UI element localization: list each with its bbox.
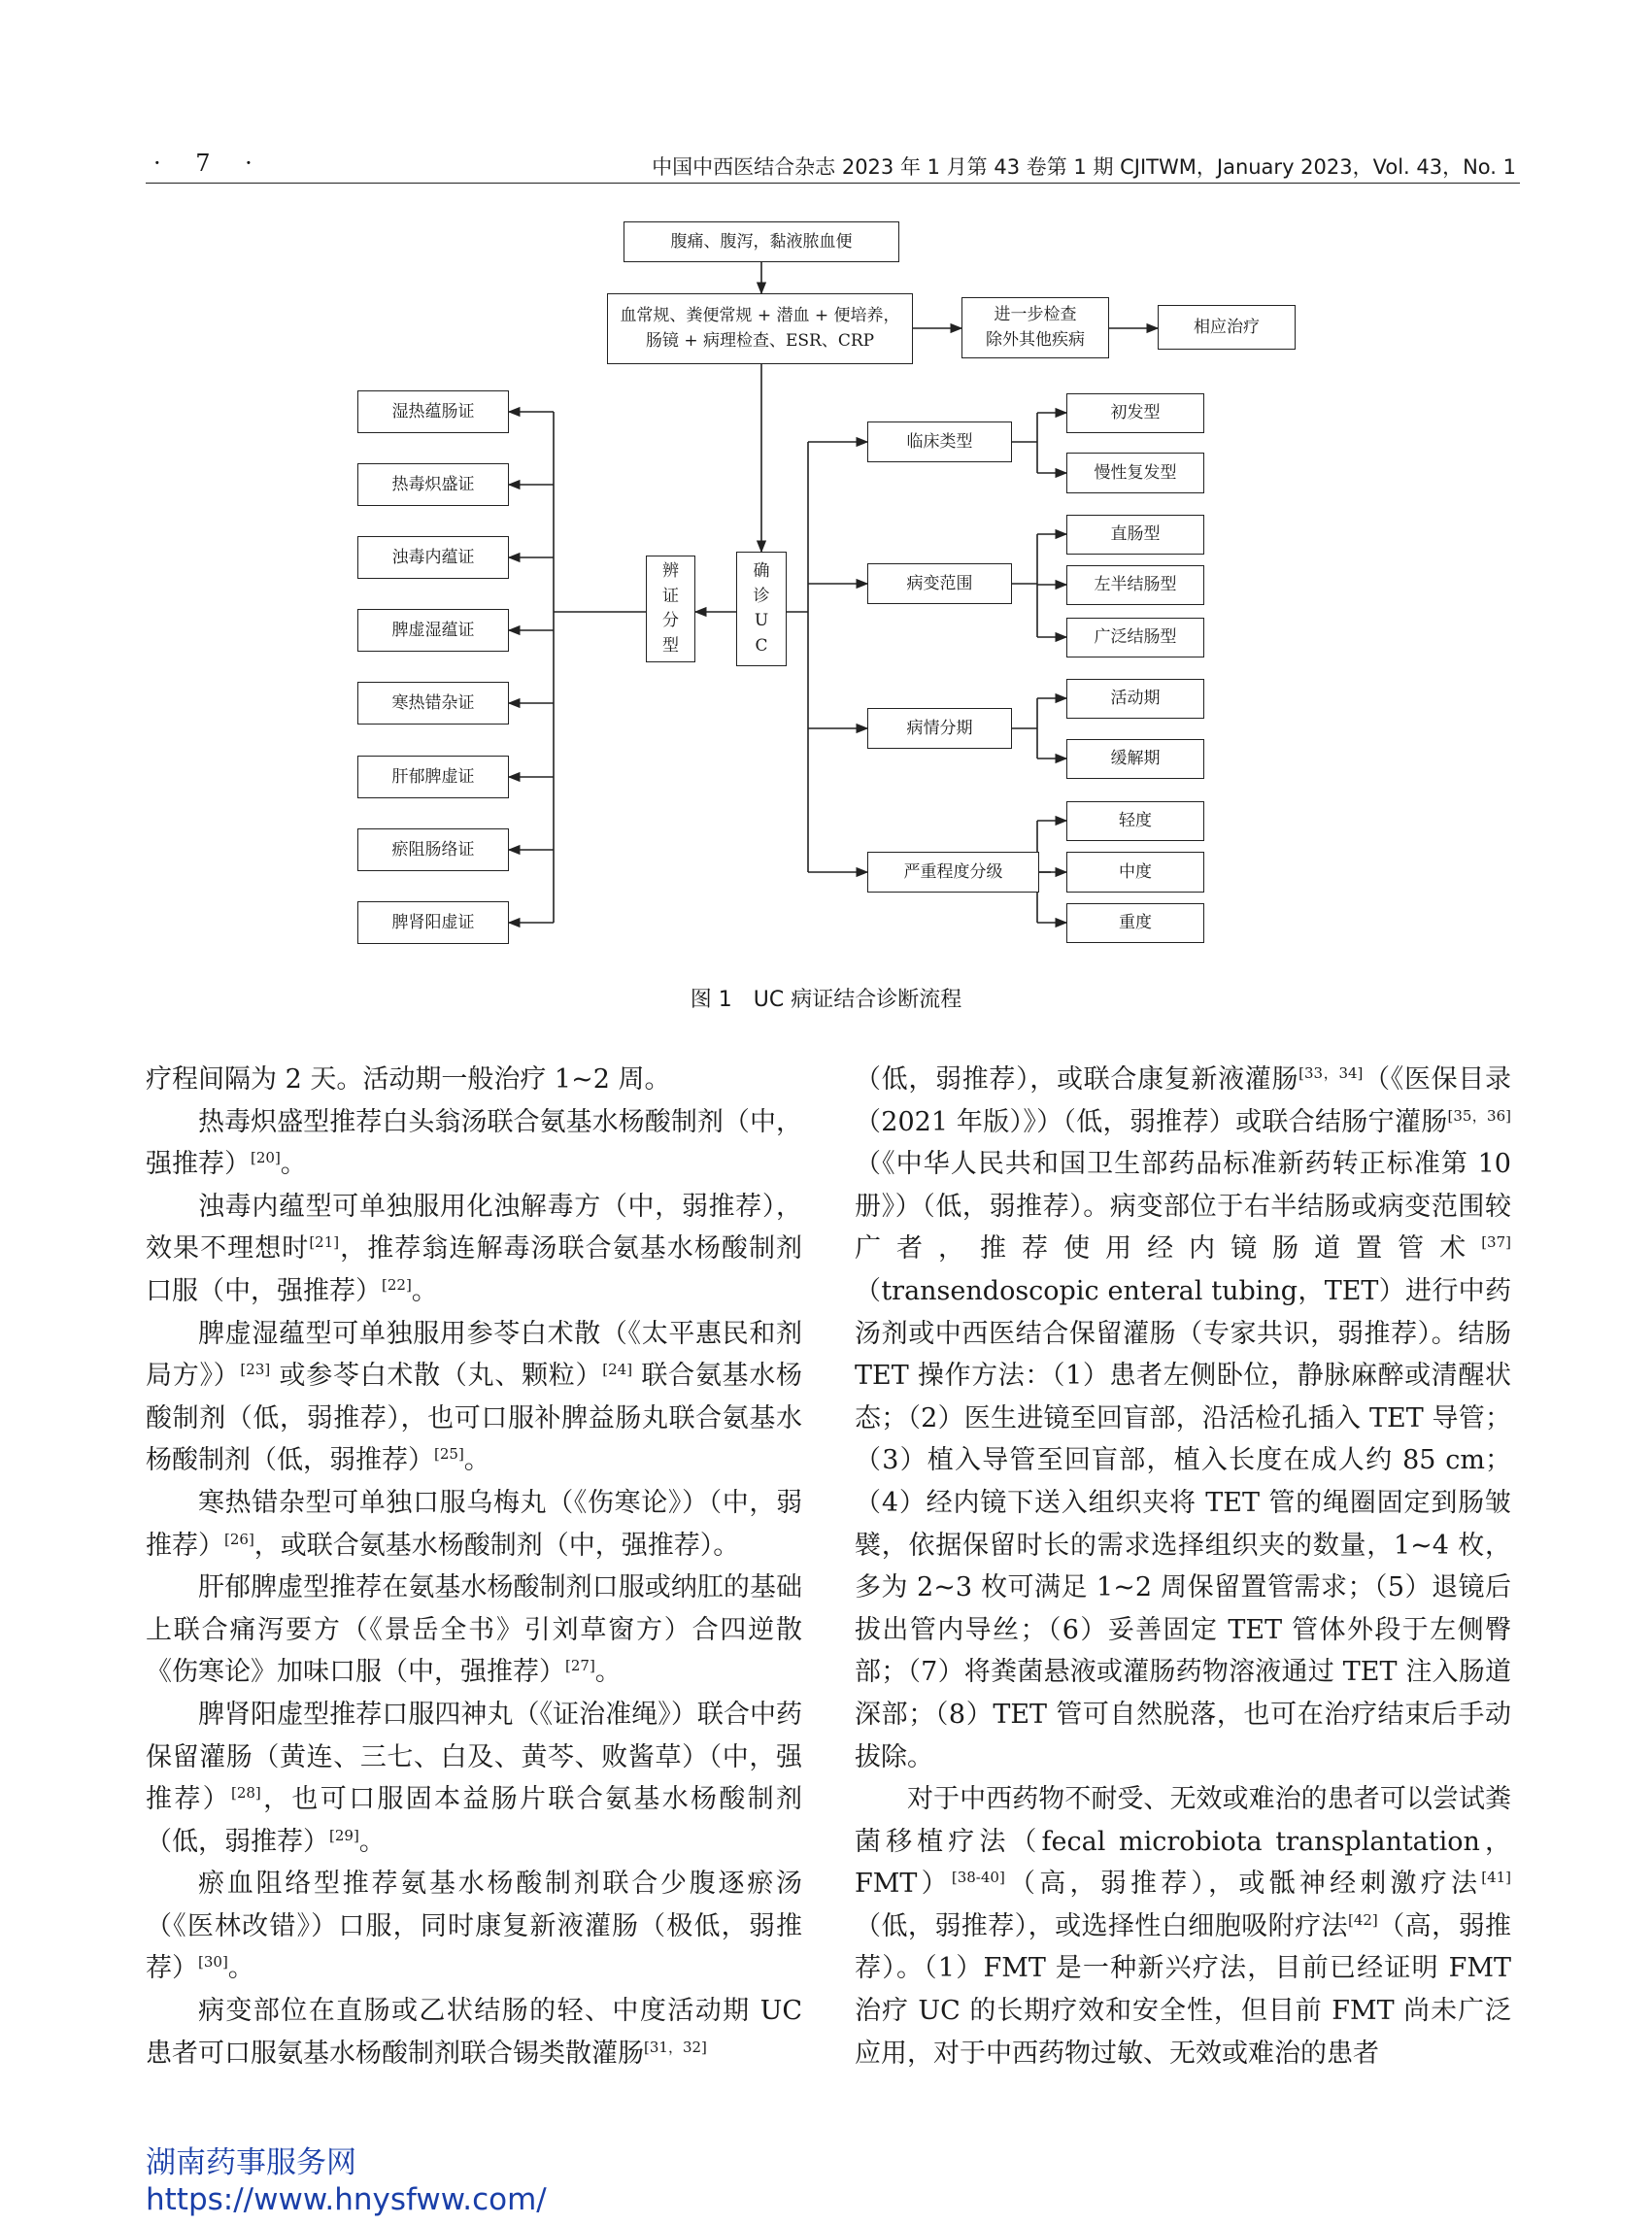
paragraph-text: 瘀血阻络型推荐氨基水杨酸制剂联合少腹逐瘀汤（《医林改错》）口服，同时康复新液灌肠（极低，弱推荐） — [146, 1869, 802, 1984]
diagnose-char: C — [755, 635, 768, 656]
paragraph-text: 肝郁脾虚型推荐在氨基水杨酸制剂口服或纳肛的基础上联合痛泻要方（《景岳全书》引刘草窗方）合四逆散《伤寒论》加味口服（中，强推荐） — [146, 1572, 802, 1688]
paragraph-text: （transendoscopic enteral tubing，TET）进行中药汤剂或中西医结合保留灌肠（专家共识，弱推荐）。结肠 TET 操作方法：（1）患者左侧卧位，静脉麻醉或清醒状态；（2）医生进镜至回盲部，沿活检孔插入 TET 导管；（3）植入导管至回盲部，植入长度在成人约 85 cm；（4）经内镜下送入组织夹将 TET 管的绳圈固定到肠皱襞，依据保留时长的需求选择组织夹的数量，1~4 枚，多为 2~3 枚可满足 1~2 周保留置管需求；（5）退镜后拔出管内导丝；（6）妥善固定 TET 管体外段于左侧臀部；（7）将粪菌悬液或灌肠药物溶液通过 TET 注入肠道深部；（8）TET 管可自然脱落，也可在治疗结束后手动拔除。 — [855, 1275, 1511, 1772]
subtype-box: 缓解期 — [1066, 739, 1204, 779]
citation-ref: [35，36] — [1447, 1106, 1511, 1125]
further-box-line2: 除外其他疾病 — [986, 329, 1085, 350]
paragraph-text: ，推荐翁连解毒汤联合氨基水杨酸制剂口服（中，强推荐） — [146, 1233, 803, 1306]
figure-caption: 图 1 UC 病证结合诊断流程 — [690, 988, 962, 1012]
journal-running-title: 中国中西医结合杂志 2023 年 1 月第 43 卷第 1 期 CJITWM，January 2023，Vol. 43，No. 1 — [652, 155, 1516, 179]
tests-box-line2: 肠镜 + 病理检查、ESR、CRP — [645, 330, 875, 351]
syndrome-box: 肝郁脾虚证 — [357, 756, 509, 798]
paragraph-text: 。 — [411, 1275, 438, 1306]
body-paragraph — [146, 1482, 802, 1567]
differentiation-char: 辨 — [662, 561, 679, 581]
paragraph-text: 脾肾阳虚型推荐口服四神丸（《证治准绳》）联合中药保留灌肠（黄连、三七、白及、黄芩、败酱草）（中，强推荐） — [146, 1699, 802, 1815]
diagnose-uc-box — [736, 552, 787, 666]
tests-box-line1: 血常规、粪便常规 + 潜血 + 便培养， — [620, 306, 900, 325]
page-number: · 7 · — [153, 150, 266, 177]
syndrome-box: 湿热蕴肠证 — [357, 390, 509, 433]
subtype-box: 广泛结肠型 — [1066, 618, 1204, 657]
further-exam-box — [961, 297, 1109, 358]
syndrome-box: 脾虚湿蕴证 — [357, 609, 509, 652]
watermark-url[interactable]: https://www.hnysfww.com/ — [146, 2182, 547, 2217]
paragraph-text: （低，弱推荐），或选择性白细胞吸附疗法 — [855, 1910, 1348, 1941]
syndrome-box: 脾肾阳虚证 — [357, 901, 509, 944]
citation-ref: [30] — [198, 1953, 228, 1972]
subtype-box: 活动期 — [1066, 679, 1204, 719]
body-paragraph — [146, 1186, 802, 1313]
category-box: 临床类型 — [867, 421, 1012, 462]
paragraph-text: ，或联合氨基水杨酸制剂（中，强推荐）。 — [253, 1530, 740, 1561]
paragraph-text: 疗程间隔为 2 天。活动期一般治疗 1~2 周。 — [146, 1064, 671, 1095]
subtype-box: 慢性复发型 — [1066, 453, 1204, 493]
subtype-box: 中度 — [1066, 852, 1204, 893]
further-box-line1: 进一步检查 — [994, 305, 1077, 324]
paragraph-text: 寒热错杂型可单独口服乌梅丸（《伤寒论》）（中，弱推荐） — [146, 1487, 802, 1561]
diagnosis-flowchart — [0, 0, 1652, 971]
subtype-box: 重度 — [1066, 903, 1204, 943]
citation-ref: [41] — [1481, 1869, 1512, 1887]
paragraph-text: ，也可口服固本益肠片联合氨基水杨酸制剂（低，弱推荐） — [146, 1784, 803, 1857]
differentiation-char: 型 — [662, 635, 679, 656]
body-paragraph — [146, 1694, 802, 1863]
citation-ref: [29] — [329, 1826, 359, 1844]
differentiation-box — [646, 556, 695, 662]
paragraph-text: （高，弱推荐），或骶神经刺激疗法 — [1004, 1869, 1482, 1900]
body-paragraph — [146, 1863, 802, 1990]
diagnose-char: 确 — [753, 561, 770, 581]
flowchart-connectors — [0, 0, 1652, 971]
paragraph-text: 。 — [358, 1826, 386, 1857]
citation-ref: [42] — [1347, 1910, 1378, 1929]
paragraph-text: 。 — [227, 1953, 254, 1984]
symptom-box: 腹痛、腹泻，黏液脓血便 — [624, 221, 899, 262]
subtype-box: 直肠型 — [1066, 515, 1204, 555]
body-paragraph — [855, 1059, 1511, 1778]
differentiation-char: 证 — [662, 586, 679, 606]
citation-ref: [31，32] — [644, 2038, 707, 2056]
body-paragraph — [146, 1313, 802, 1482]
body-text-right-column — [855, 1059, 1511, 2074]
body-paragraph — [146, 1059, 802, 1101]
citation-ref: [27] — [565, 1657, 595, 1675]
category-box: 病变范围 — [867, 563, 1012, 604]
watermark-site-name: 湖南药事服务网 — [146, 2145, 356, 2180]
paragraph-text: 。 — [280, 1149, 307, 1180]
paragraph-text: 或参苓白术散（丸、颗粒） — [270, 1361, 603, 1392]
paragraph-text: （高，弱推荐）。（1）FMT 是一种新兴疗法，目前已经证明 FMT 治疗 UC 的长期疗效和安全性，但目前 FMT 尚未广泛应用，对于中西药物过敏、无效或难治的患者 — [855, 1910, 1512, 2069]
paragraph-text: 联合氨基水杨酸制剂（低，弱推荐），也可口服补脾益肠丸联合氨基水杨酸制剂（低，弱推荐） — [146, 1361, 803, 1476]
body-paragraph — [146, 1567, 802, 1694]
citation-ref: [28] — [230, 1784, 261, 1803]
body-paragraph — [855, 1778, 1511, 2074]
citation-ref: [22] — [382, 1275, 412, 1294]
paragraph-text: 脾虚湿蕴型可单独服用参苓白术散（《太平惠民和剂局方》） — [146, 1318, 802, 1392]
differentiation-char: 分 — [662, 611, 679, 630]
tests-box — [607, 293, 913, 364]
citation-ref: [24] — [602, 1361, 633, 1379]
citation-ref: [38-40] — [951, 1869, 1005, 1887]
paragraph-text: 病变部位在直肠或乙状结肠的轻、中度活动期 UC 患者可口服氨基水杨酸制剂联合锡类散灌肠 — [146, 1996, 802, 2069]
body-paragraph — [146, 1990, 802, 2074]
paragraph-text: 。 — [594, 1657, 622, 1688]
subtype-box: 轻度 — [1066, 801, 1204, 841]
citation-ref: [26] — [224, 1530, 254, 1548]
citation-ref: [33，34] — [1298, 1064, 1364, 1082]
diagnose-char: U — [754, 611, 769, 630]
subtype-box: 初发型 — [1066, 393, 1204, 433]
syndrome-box: 寒热错杂证 — [357, 682, 509, 725]
category-box: 严重程度分级 — [867, 852, 1039, 893]
body-text-left-column — [146, 1059, 802, 2074]
paragraph-text: （《医保目录（2021 年版）》）（低，弱推荐）或联合结肠宁灌肠 — [855, 1064, 1511, 1137]
citation-ref: [23] — [240, 1361, 271, 1379]
paragraph-text: 浊毒内蕴型可单独服用化浊解毒方（中，弱推荐），效果不理想时 — [146, 1191, 802, 1264]
category-box: 病情分期 — [867, 708, 1012, 749]
syndrome-box: 浊毒内蕴证 — [357, 536, 509, 579]
paragraph-text: 热毒炽盛型推荐白头翁汤联合氨基水杨酸制剂（中，强推荐） — [146, 1106, 802, 1180]
diagnose-char: 诊 — [753, 586, 770, 606]
subtype-box: 左半结肠型 — [1066, 565, 1204, 605]
paragraph-text: （《中华人民共和国卫生部药品标准新药转正标准第 10 册》）（低，弱推荐）。病变部位于右半结肠或病变范围较广者，推荐使用经内镜肠道置管术 — [855, 1149, 1511, 1264]
syndrome-box: 热毒炽盛证 — [357, 463, 509, 506]
citation-ref: [21] — [309, 1233, 340, 1252]
site-watermark[interactable] — [146, 2144, 547, 2218]
citation-ref: [20] — [251, 1149, 281, 1167]
paragraph-text: （低，弱推荐），或联合康复新液灌肠 — [855, 1064, 1299, 1095]
citation-ref: [25] — [434, 1445, 464, 1464]
treatment-box: 相应治疗 — [1158, 305, 1296, 350]
citation-ref: [37] — [1481, 1233, 1511, 1252]
syndrome-box: 瘀阻肠络证 — [357, 828, 509, 871]
body-paragraph — [146, 1101, 802, 1186]
paragraph-text: 对于中西药物不耐受、无效或难治的患者可以尝试粪菌移植疗法（fecal microbiota transplantation，FMT） — [855, 1784, 1511, 1900]
paragraph-text: 。 — [463, 1445, 490, 1476]
